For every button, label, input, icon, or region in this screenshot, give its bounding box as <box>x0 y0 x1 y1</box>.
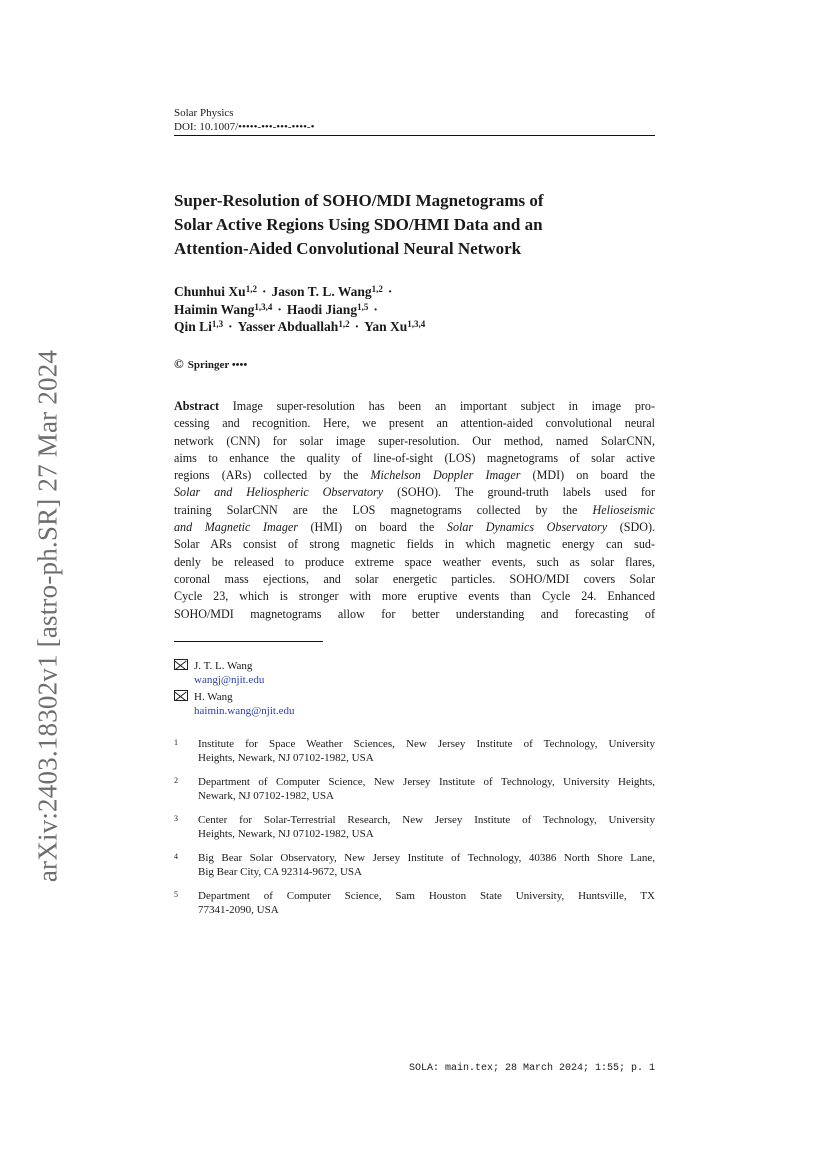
doi: DOI: 10.1007/•••••-•••-•••-••••-• <box>174 121 315 133</box>
footnote-rule <box>174 641 323 642</box>
author-separator: · <box>277 301 282 317</box>
abstract-line: network (CNN) for solar image super-resolution. Our method, named SolarCNN, <box>174 433 655 448</box>
author-separator: · <box>228 319 233 334</box>
title-line: Solar Active Regions Using SDO/HMI Data and an <box>174 215 543 234</box>
abstract-emphasis: Solar and Heliospheric Observatory <box>174 485 384 500</box>
author-line <box>174 301 655 319</box>
author-affiliation-mark: 1,5 <box>357 301 369 312</box>
abstract-text: regions (ARs) collected by the <box>174 468 371 483</box>
abstract-emphasis: Michelson Doppler Imager <box>370 468 521 483</box>
abstract-line: SOHO/MDI magnetograms allow for better understanding and forecasting of <box>174 606 655 621</box>
paper-title <box>174 189 655 261</box>
author-separator: · <box>354 319 360 334</box>
author-list <box>174 283 655 336</box>
author-separator: · <box>373 301 378 317</box>
author-affiliation-mark: 1,3,4 <box>254 301 273 312</box>
affiliation-text: Heights, Newark, NJ 07102-1982, USA <box>198 751 374 764</box>
abstract <box>174 398 655 623</box>
affiliation-text: Center for Solar-Terrestrial Research, New Jersey Institute of Technology, University <box>198 814 655 826</box>
abstract-text: (SDO). <box>607 520 656 535</box>
author-name: Yan Xu <box>364 319 408 334</box>
author-name: Haimin Wang <box>174 301 255 317</box>
affiliation-text: Newark, NJ 07102-1982, USA <box>198 789 334 802</box>
journal-name: Solar Physics <box>174 107 234 119</box>
affiliation-number: 4 <box>174 852 178 861</box>
abstract-line: Solar ARs consist of strong magnetic fields in which magnetic energy can sud- <box>174 537 655 552</box>
affiliation-item <box>174 814 655 852</box>
page-footer: SOLA: main.tex; 28 March 2024; 1:55; p. 1 <box>408 1063 655 1074</box>
affiliation-number: 5 <box>174 890 178 899</box>
author-name: Haodi Jiang <box>286 301 358 317</box>
affiliation-number: 1 <box>174 738 178 747</box>
contact-email-link[interactable]: wangj@njit.edu <box>194 674 265 686</box>
contact-email-link[interactable]: haimin.wang@njit.edu <box>194 705 295 717</box>
publisher-line <box>174 357 247 372</box>
author-name: Jason T. L. Wang <box>271 284 372 299</box>
corresponding-author <box>174 690 474 718</box>
journal-header <box>174 106 655 134</box>
affiliation-text: Heights, Newark, NJ 07102-1982, USA <box>198 827 374 840</box>
affiliation-number: 3 <box>174 814 178 823</box>
affiliation-item <box>174 890 655 928</box>
abstract-text: (SOHO). The ground-truth labels used for <box>383 485 655 500</box>
author-name: Qin Li <box>174 319 212 334</box>
abstract-line: cessing and recognition. Here, we present an attention-aided convolutional neural <box>174 416 655 431</box>
title-line: Super-Resolution of SOHO/MDI Magnetograms of <box>174 191 544 210</box>
affiliation-text: Department of Computer Science, Sam Houston State University, Huntsville, TX <box>198 890 655 902</box>
abstract-line <box>174 519 655 536</box>
affiliation-number: 2 <box>174 776 178 785</box>
affiliation-text: Big Bear Solar Observatory, New Jersey Institute of Technology, 40386 North Shore Lane, <box>198 852 655 864</box>
affiliation-item <box>174 776 655 814</box>
envelope-icon <box>174 690 188 701</box>
arxiv-identifier-stamp: arXiv:2403.18302v1 [astro-ph.SR] 27 Mar 2024 <box>32 349 63 883</box>
abstract-line: denly be released to produce extreme space weather events, such as solar flares, <box>174 554 655 569</box>
author-affiliation-mark: 1,3 <box>211 319 224 329</box>
affiliation-text: Institute for Space Weather Sciences, New Jersey Institute of Technology, University <box>198 738 655 750</box>
abstract-emphasis: Helioseismic <box>592 502 655 517</box>
abstract-line <box>174 467 655 484</box>
author-line <box>174 283 655 301</box>
copyright-icon: © <box>174 356 184 371</box>
author-separator: · <box>261 284 267 299</box>
author-affiliation-mark: 1,2 <box>338 319 350 329</box>
envelope-icon <box>174 659 188 670</box>
abstract-line <box>174 484 655 501</box>
abstract-line <box>174 502 655 519</box>
abstract-emphasis: and Magnetic Imager <box>174 520 298 535</box>
affiliation-list <box>174 738 655 928</box>
author-name: Yasser Abduallah <box>237 319 339 334</box>
abstract-text: training SolarCNN are the LOS magnetograms collected by the <box>174 502 593 517</box>
affiliation-item <box>174 738 655 776</box>
abstract-line: Cycle 23, which is stronger with more eruptive events than Cycle 24. Enhanced <box>174 589 655 604</box>
abstract-emphasis: Solar Dynamics Observatory <box>446 520 608 535</box>
abstract-text: (HMI) on board the <box>297 520 447 535</box>
author-affiliation-mark: 1,2 <box>245 284 257 294</box>
abstract-line: aims to enhance the quality of line-of-sight (LOS) magnetograms of solar active <box>174 450 655 465</box>
abstract-label: Abstract <box>174 399 220 413</box>
author-separator: · <box>387 284 393 299</box>
author-affiliation-mark: 1,3,4 <box>407 319 426 329</box>
author-affiliation-mark: 1,2 <box>371 284 383 294</box>
contact-name: J. T. L. Wang <box>194 660 253 672</box>
abstract-line <box>174 398 655 415</box>
publisher-name: Springer •••• <box>187 359 248 371</box>
title-line: Attention-Aided Convolutional Neural Network <box>174 239 522 258</box>
abstract-text: (MDI) on board the <box>520 468 656 483</box>
corresponding-author <box>174 659 474 687</box>
abstract-text: Image super-resolution has been an important subject in image pro- <box>232 399 655 413</box>
affiliation-text: Department of Computer Science, New Jersey Institute of Technology, University Heights, <box>198 776 655 788</box>
affiliation-text: 77341-2090, USA <box>198 903 279 916</box>
header-rule <box>174 135 655 136</box>
affiliation-item <box>174 852 655 890</box>
abstract-line: coronal mass ejections, and solar energetic particles. SOHO/MDI covers Solar <box>174 571 655 586</box>
author-name: Chunhui Xu <box>174 284 246 299</box>
author-line <box>174 318 655 336</box>
affiliation-text: Big Bear City, CA 92314-9672, USA <box>198 865 362 878</box>
contact-name: H. Wang <box>194 691 233 703</box>
